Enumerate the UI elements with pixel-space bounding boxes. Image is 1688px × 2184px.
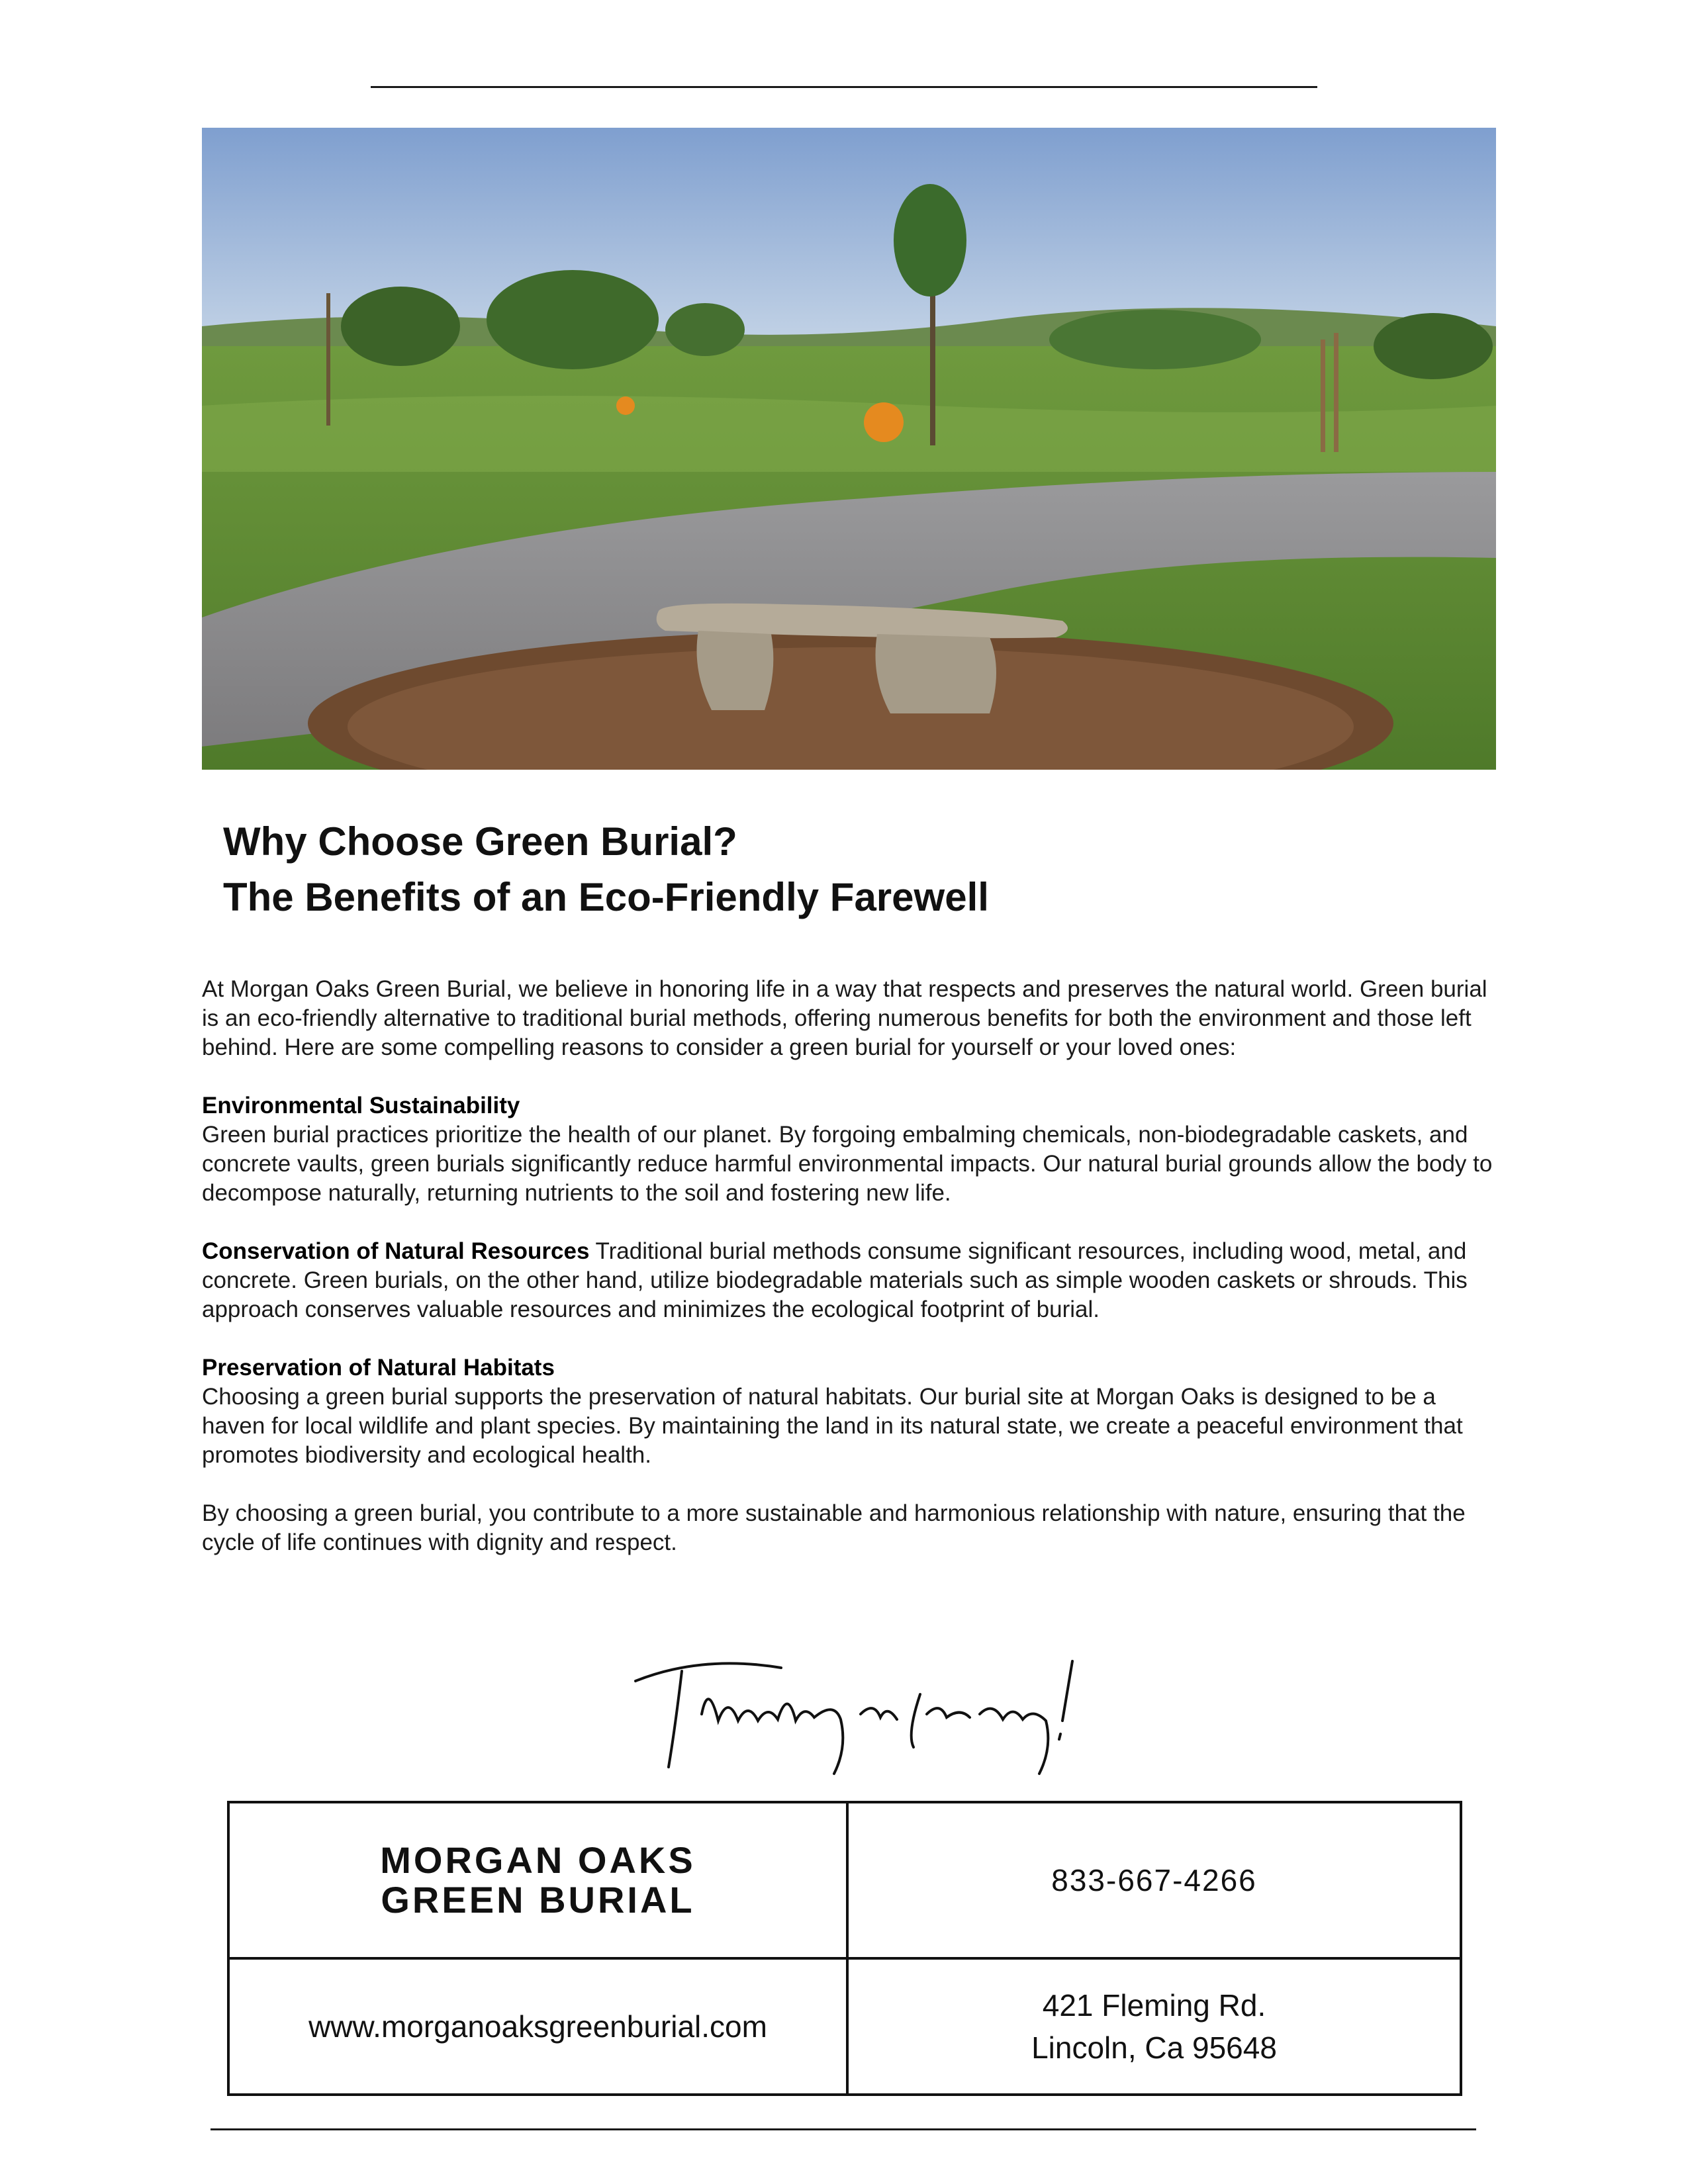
signature-script [622,1641,1099,1787]
brand-line-2: GREEN BURIAL [381,1879,695,1921]
thank-you-signature [622,1641,1099,1787]
brand-line-1: MORGAN OAKS [380,1839,696,1881]
landscape-bench-image [202,128,1496,770]
brand-cell [230,1803,846,1957]
closing-paragraph: By choosing a green burial, you contribute to a more sustainable and harmonious relationship with nature, ensuring that the cycle of life continues with dignity and respect. [202,1500,1466,1555]
section-text: Green burial practices prioritize the health of our planet. By forgoing embalming chemicals, non-biodegradable caskets, and concrete vaults, green burials significantly reduce harmful environmental impacts. Our natural burial grounds allow the body to decompose naturally, returning nutrients to the soil and fostering new life. [202,1122,1493,1206]
website-link[interactable]: www.morganoaksgreenburial.com [308,2009,767,2044]
section-text: Traditional burial methods consume significant resources, including wood, metal, and concrete. Green burials, on the other hand, utilize biodegradable materials such as simple wooden caskets or shrouds. This approach conserves valuable resources and minimizes the ecological footprint of burial. [202,1238,1468,1322]
address [1031,1984,1277,2069]
section-conservation [202,1237,1499,1324]
page-title [223,814,989,925]
bottom-divider [211,2128,1476,2130]
title-line-1: Why Choose Green Burial? [223,819,737,864]
section-environmental [202,1091,1499,1208]
phone-number[interactable]: 833-667-4266 [1051,1863,1257,1897]
brand-name [380,1841,695,1920]
section-title: Environmental Sustainability [202,1093,520,1118]
website-cell [230,1957,846,2093]
title-line-2: The Benefits of an Eco-Friendly Farewell [223,875,989,919]
hero-photo [202,128,1496,770]
contact-table [227,1801,1462,2096]
address-line-2: Lincoln, Ca 95648 [1031,2030,1277,2065]
section-habitats [202,1353,1499,1470]
article-body [202,975,1499,1586]
address-cell [846,1957,1460,2093]
section-text: Choosing a green burial supports the preservation of natural habitats. Our burial site at Morgan Oaks is designed to be a haven for local wildlife and plant species. By maintaining the land in its natural state, we create a peaceful environment that promotes biodiversity and ecological health. [202,1384,1463,1468]
top-divider [371,86,1317,88]
address-line-1: 421 Fleming Rd. [1042,1988,1266,2023]
section-title: Conservation of Natural Resources [202,1238,590,1264]
phone-cell [846,1803,1460,1957]
intro-paragraph: At Morgan Oaks Green Burial, we believe in honoring life in a way that respects and preserves the natural world. Green burial is an eco-friendly alternative to traditional burial methods, offering numerous benefits for both the environment and those left behind. Here are some compelling reasons to consider a green burial for yourself or your loved ones: [202,976,1487,1060]
section-title: Preservation of Natural Habitats [202,1355,555,1381]
